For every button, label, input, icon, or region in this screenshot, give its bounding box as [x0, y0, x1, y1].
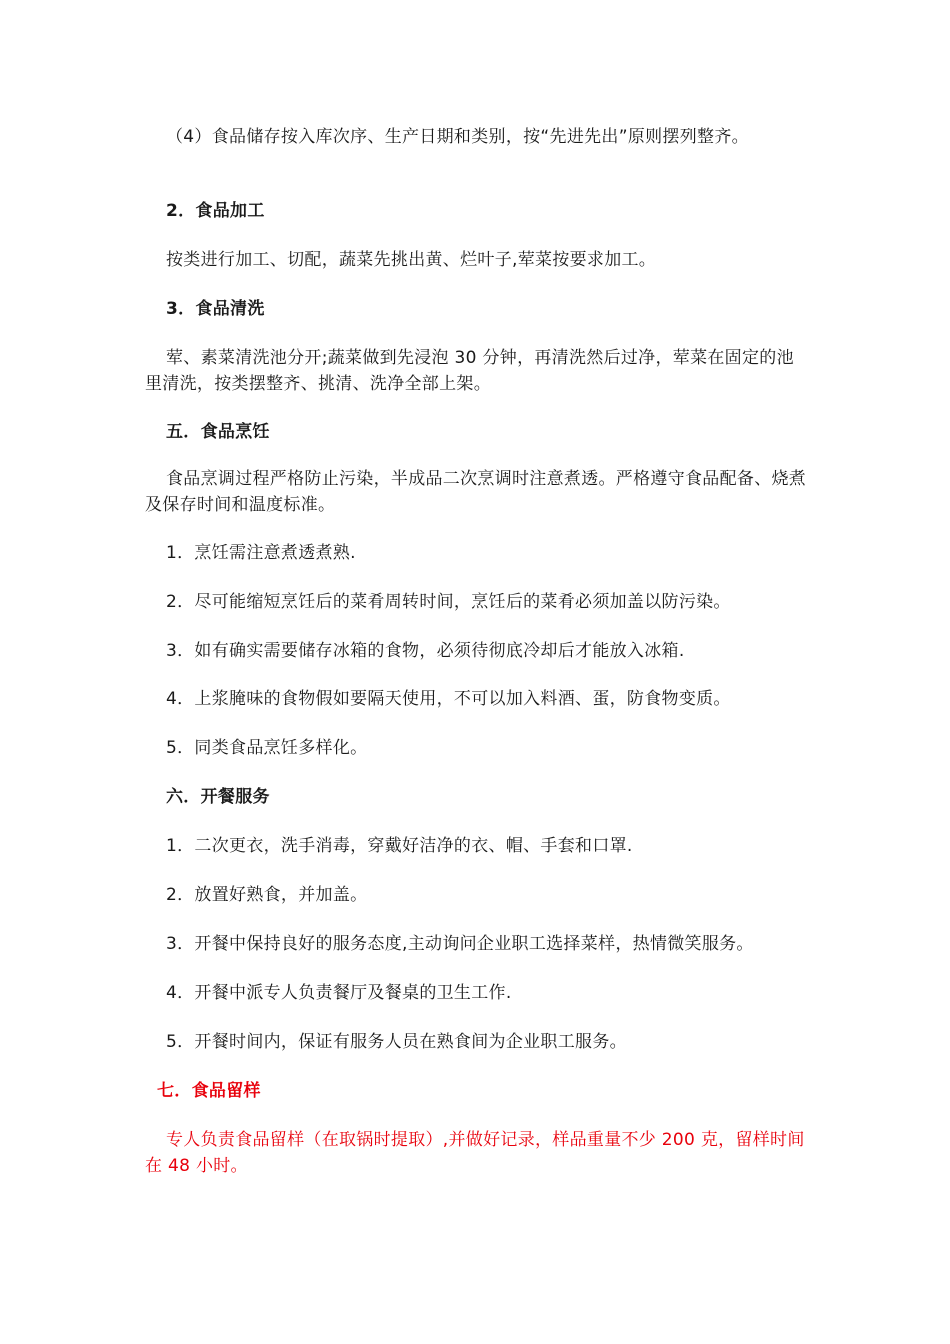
- list-item: 4．上浆腌味的食物假如要隔天使用，不可以加入料酒、蛋，防食物变质。: [166, 689, 731, 709]
- list-item: 5．同类食品烹饪多样化。: [166, 738, 368, 758]
- heading-food-processing: 2．食品加工: [166, 201, 265, 221]
- list-item: 1．二次更衣，洗手消毒，穿戴好洁净的衣、帽、手套和口罩.: [166, 836, 633, 856]
- paragraph-food-processing: 按类进行加工、切配，蔬菜先挑出黄、烂叶子,荤菜按要求加工。: [166, 250, 657, 270]
- list-item: 3．开餐中保持良好的服务态度,主动询问企业职工选择菜样，热情微笑服务。: [166, 934, 754, 954]
- heading-food-washing: 3．食品清洗: [166, 299, 265, 319]
- list-item: 1．烹饪需注意煮透煮熟.: [166, 543, 356, 563]
- list-item: 5．开餐时间内，保证有服务人员在熟食间为企业职工服务。: [166, 1032, 627, 1052]
- heading-food-sample-retention: 七．食品留样: [157, 1081, 261, 1101]
- list-item: 4．开餐中派专人负责餐厅及餐桌的卫生工作.: [166, 983, 512, 1003]
- heading-meal-service: 六．开餐服务: [166, 787, 270, 807]
- list-item: 2．放置好熟食，并加盖。: [166, 885, 368, 905]
- paragraph-food-sample-retention: 专人负责食品留样（在取锅时提取）,并做好记录，样品重量不少 200 克，留样时间在 48 小时。: [145, 1130, 805, 1176]
- paragraph-storage-order: （4）食品储存按入库次序、生产日期和类别，按“先进先出”原则摆列整齐。: [166, 127, 749, 147]
- list-item: 2．尽可能缩短烹饪后的菜肴周转时间，烹饪后的菜肴必须加盖以防污染。: [166, 592, 731, 612]
- heading-food-cooking: 五．食品烹饪: [166, 422, 270, 442]
- list-item: 3．如有确实需要储存冰箱的食物，必须待彻底冷却后才能放入冰箱.: [166, 641, 685, 661]
- paragraph-food-washing: 荤、素菜清洗池分开;蔬菜做到先浸泡 30 分钟，再清洗然后过净，荤菜在固定的池里清洗，按类摆整齐、挑清、洗净全部上架。: [145, 348, 794, 394]
- paragraph-food-cooking: 食品烹调过程严格防止污染，半成品二次烹调时注意煮透。严格遵守食品配备、烧煮及保存时间和温度标准。: [145, 469, 807, 515]
